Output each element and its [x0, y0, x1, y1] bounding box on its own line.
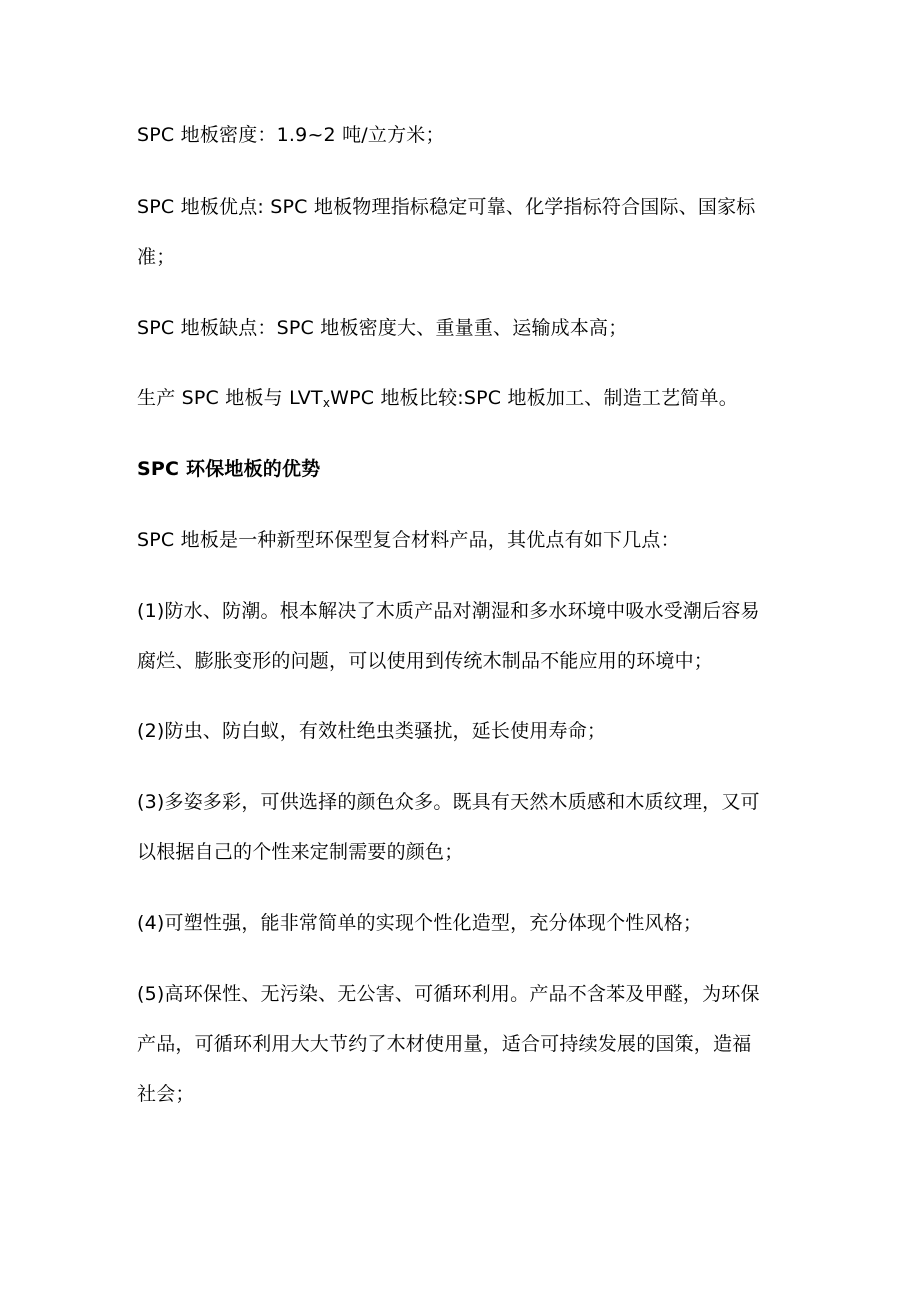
intro-paragraph: SPC 地板是一种新型环保型复合材料产品，其优点有如下几点： — [137, 529, 680, 551]
section-heading: SPC 环保地板的优势 — [137, 458, 321, 480]
item-3-line-1: (3)多姿多彩，可供选择的颜色众多。既具有天然木质感和木质纹理，又可 — [137, 791, 760, 813]
advantages-line-1: SPC 地板优点: SPC 地板物理指标稳定可靠、化学指标符合国际、国家标 — [137, 196, 756, 218]
item-1-line-2: 腐烂、膨胀变形的问题，可以使用到传统木制品不能应用的环境中； — [137, 650, 714, 672]
item-3-line-2: 以根据自己的个性来定制需要的颜色； — [137, 841, 464, 863]
item-5-line-2: 产品，可循环利用大大节约了木材使用量，适合可持续发展的国策，造福 — [137, 1033, 752, 1055]
item-2-line-1: (2)防虫、防白蚁，有效杜绝虫类骚扰，延长使用寿命； — [137, 720, 607, 742]
disadvantages-line: SPC 地板缺点：SPC 地板密度大、重量重、运输成本高； — [137, 317, 628, 339]
item-4-line-1: (4)可塑性强，能非常简单的实现个性化造型，充分体现个性风格； — [137, 912, 703, 934]
item-5-line-1: (5)高环保性、无污染、无公害、可循环利用。产品不含苯及甲醛，为环保 — [137, 983, 760, 1005]
item-1-line-1: (1)防水、防潮。根本解决了木质产品对潮湿和多水环境中吸水受潮后容易 — [137, 600, 760, 622]
comparison-part-a: 生产 SPC 地板与 LVT — [137, 387, 323, 409]
comparison-subscript: x — [322, 396, 331, 410]
advantages-line-2: 准； — [137, 246, 176, 268]
density-line: SPC 地板密度：1.9~2 吨/立方米； — [137, 124, 445, 146]
item-5-line-3: 社会； — [137, 1083, 195, 1105]
comparison-line — [137, 386, 797, 410]
comparison-part-b: WPC 地板比较:SPC 地板加工、制造工艺简单。 — [330, 387, 738, 409]
